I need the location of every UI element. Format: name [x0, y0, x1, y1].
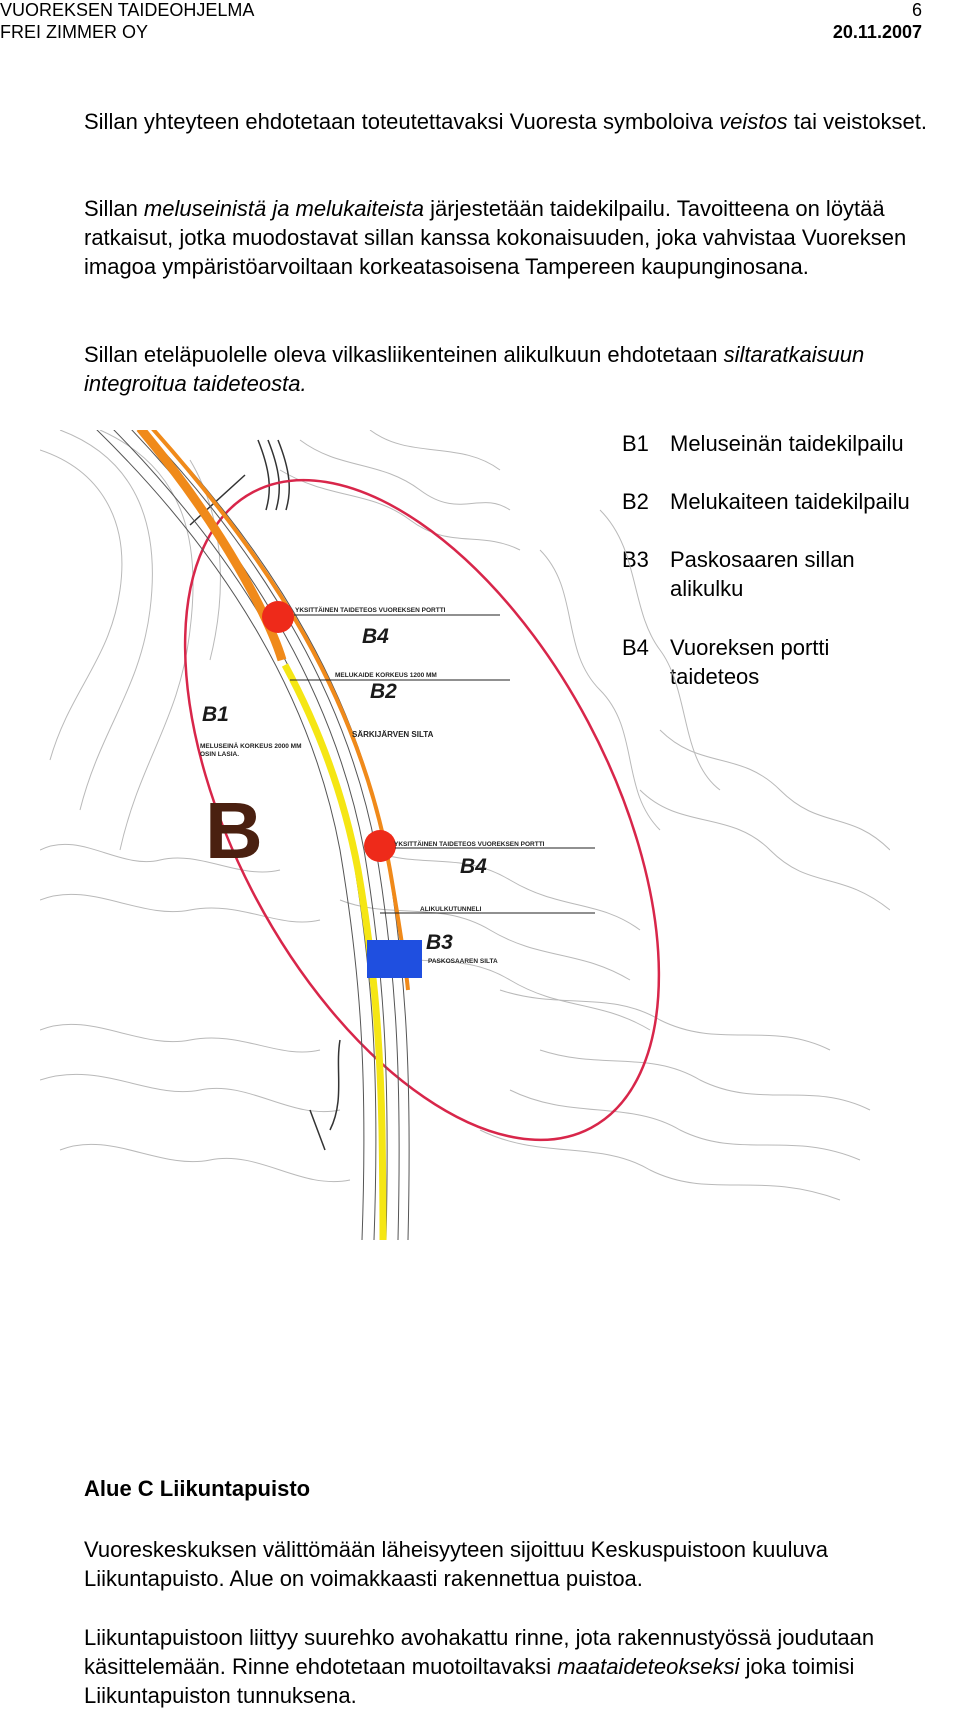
map-label-b4-low: B4 — [460, 855, 487, 878]
paragraph-liikuntapuisto: Vuoreskeskuksen välittömään läheisyyteen sijoittuu Keskuspuistoon kuuluva Liikuntapuisto. Alue on voimakkaasti rakennettua puistoa. — [84, 1537, 828, 1591]
annotation-portti-top: YKSITTÄINEN TAIDETEOS VUOREKSEN PORTTI — [295, 607, 446, 614]
annotation-melukaide: MELUKAIDE KORKEUS 1200 MM — [335, 672, 437, 679]
paragraph-veistos: Sillan yhteyteen ehdotetaan toteutettavaksi Vuoresta symboloiva veistos tai veistokset. — [84, 109, 928, 134]
map-label-b4-top: B4 — [362, 625, 389, 648]
contour-lines — [40, 430, 890, 1200]
area-boundary-ellipse — [87, 430, 757, 1216]
gateway-marker-low — [364, 830, 396, 862]
legend-text: Paskosaaren sillan alikulku — [670, 547, 855, 601]
document-title: VUOREKSEN TAIDEOHJELMA — [0, 0, 255, 20]
area-label-b: B — [205, 786, 263, 875]
legend-code: B1 — [622, 431, 649, 456]
legend-code: B3 — [622, 547, 649, 572]
map-label-b1: B1 — [202, 703, 229, 726]
paragraph-taidekilpailu: Sillan meluseinistä ja melukaiteista järjestetään taidekilpailu. Tavoitteena on löytää ratkaisut, jotka muodostavat sillan kanssa kokonaisuuden, joka vahvistaa Vuoreksen imagoa ympäristöarvoiltaan korkeatasoisena Tampereen kaupunginosana. — [84, 196, 907, 279]
document-date: 20.11.2007 — [832, 22, 922, 42]
legend-text: Melukaiteen taidekilpailu — [670, 489, 910, 514]
legend-text: Vuoreksen portti taideteos — [670, 635, 830, 689]
paragraph-rinne: Liikuntapuistoon liittyy suurehko avohakattu rinne, jota rakennustyössä joudutaan käsittelemään. Rinne ehdotetaan muotoiltavaksi maataideteokseksi joka toimisi Liikuntapuiston tunnuksena. — [84, 1625, 875, 1708]
annotation-meluseina: MELUSEINÄ KORKEUS 2000 MM — [200, 743, 302, 750]
company-name: FREI ZIMMER OY — [0, 22, 148, 42]
legend-code: B4 — [622, 635, 649, 660]
section-heading: Alue C Liikuntapuisto — [84, 1476, 311, 1501]
site-plan-map — [40, 430, 890, 1240]
annotation-paskosaari: PASKOSAAREN SILTA — [428, 958, 498, 965]
map-label-b3: B3 — [426, 931, 453, 954]
page-number: 6 — [911, 0, 922, 20]
noise-wall-b1 — [140, 430, 282, 660]
underpass-b3 — [367, 940, 422, 978]
legend-code: B2 — [622, 489, 649, 514]
annotation-alikulku: ALIKULKUTUNNELI — [420, 906, 482, 913]
annotation-osin-lasia: OSIN LASIA. — [200, 751, 240, 758]
paragraph-alikulku: Sillan eteläpuolelle oleva vilkasliikenteinen alikulkuun ehdotetaan siltaratkaisuun integroitua taideteosta. — [84, 342, 865, 396]
annotation-silta: SÄRKIJÄRVEN SILTA — [352, 730, 434, 739]
legend-text: Meluseinän taidekilpailu — [670, 431, 904, 456]
gateway-marker-top — [262, 601, 294, 633]
annotation-portti-low: YKSITTÄINEN TAIDETEOS VUOREKSEN PORTTI — [394, 841, 545, 848]
map-label-b2: B2 — [370, 680, 397, 703]
